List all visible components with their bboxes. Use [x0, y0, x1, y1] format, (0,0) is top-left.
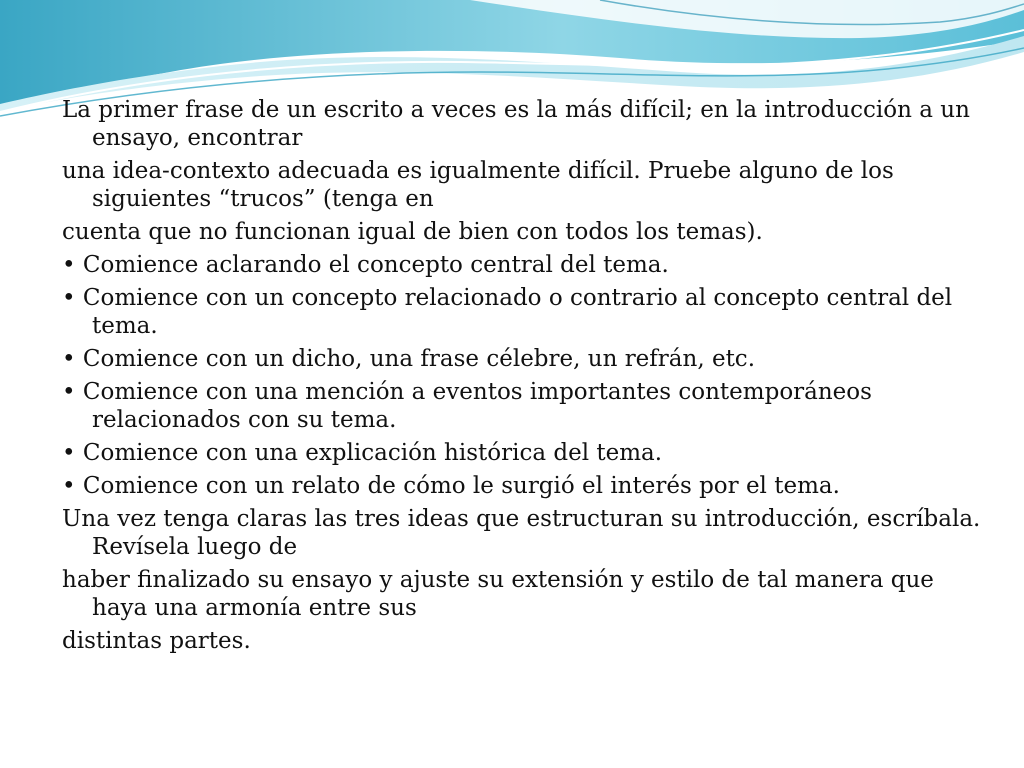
- bullet-item: • Comience con un dicho, una frase célebre, un refrán, etc.: [62, 346, 755, 372]
- paragraph: La primer frase de un escrito a veces es la más difícil; en la introducción a un ensayo, encontrar: [62, 97, 970, 151]
- bullet-item: • Comience aclarando el concepto central del tema.: [62, 252, 669, 278]
- paragraph: distintas partes.: [62, 628, 251, 654]
- bullet-item: • Comience con un relato de cómo le surgió el interés por el tema.: [62, 473, 840, 499]
- paragraph: una idea-contexto adecuada es igualmente difícil. Pruebe alguno de los siguientes “trucos” (tenga en: [62, 158, 894, 212]
- bullet-item: • Comience con una mención a eventos importantes contemporáneos relacionados con su tema.: [62, 379, 872, 433]
- body-text: [62, 96, 982, 660]
- bullet-item: • Comience con una explicación histórica del tema.: [62, 440, 663, 466]
- paragraph: haber finalizado su ensayo y ajuste su extensión y estilo de tal manera que haya una armonía entre sus: [62, 567, 934, 621]
- paragraph: Una vez tenga claras las tres ideas que estructuran su introducción, escríbala. Revísela luego de: [62, 506, 981, 560]
- bullet-item: • Comience con un concepto relacionado o contrario al concepto central del tema.: [62, 285, 953, 339]
- paragraph: cuenta que no funcionan igual de bien con todos los temas).: [62, 219, 763, 245]
